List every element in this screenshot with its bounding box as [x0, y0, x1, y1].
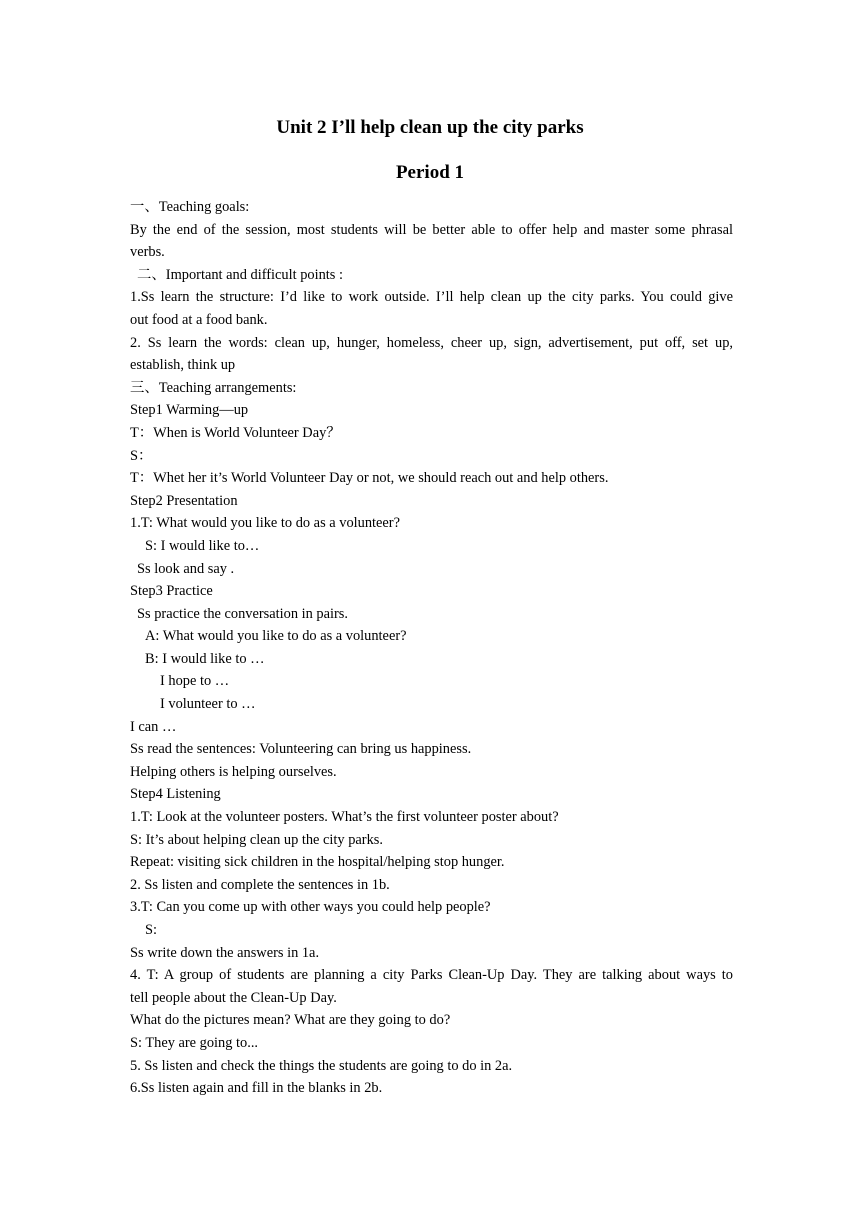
text-line: tell people about the Clean-Up Day.	[130, 989, 337, 1006]
document-title: Unit 2 I’ll help clean up the city parks	[276, 117, 584, 138]
text-line: 1.T: What would you like to do as a volunteer?	[130, 515, 400, 532]
period-heading: Period 1	[395, 162, 465, 183]
text-line: T：When is World Volunteer Day？	[130, 424, 341, 441]
section-heading-goals: 一、Teaching goals:	[130, 199, 250, 215]
section-heading-points: 二、Important and difficult points :	[137, 266, 343, 283]
text-line: What do the pictures mean? What are they going to do?	[130, 1012, 451, 1029]
text-line: 2. Ss learn the words: clean up, hunger, homeless, cheer up, sign, advertisement, put off, set up,	[130, 334, 733, 351]
text-line: out food at a food bank.	[130, 311, 268, 328]
text-line: By the end of the session, most students will be better able to offer help and master some phrasal	[130, 221, 733, 238]
text-line: S: They are going to...	[130, 1034, 259, 1051]
step-heading: Step2 Presentation	[130, 492, 238, 509]
text-line: Ss look and say .	[137, 560, 235, 577]
text-line: T：Whet her it’s World Volunteer Day or not, we should reach out and help others.	[130, 470, 609, 487]
step-heading: Step4 Listening	[130, 786, 221, 803]
step-heading: Step3 Practice	[130, 583, 213, 600]
text-line: I volunteer to …	[160, 696, 256, 713]
text-line: B: I would like to …	[145, 650, 265, 667]
text-line: 1.T: Look at the volunteer posters. What’s the first volunteer poster about?	[130, 809, 559, 826]
text-line: 2. Ss listen and complete the sentences in 1b.	[130, 876, 390, 893]
text-line: A: What would you like to do as a volunteer?	[145, 628, 407, 645]
text-line: I can …	[130, 718, 177, 735]
section-heading-arrangements: 三、Teaching arrangements:	[130, 379, 297, 396]
text-line: Ss practice the conversation in pairs.	[137, 605, 348, 622]
text-line: 4. T: A group of students are planning a city Parks Clean-Up Day. They are talking about ways to	[130, 967, 733, 984]
text-line: establish, think up	[130, 357, 236, 374]
text-line: 3.T: Can you come up with other ways you could help people?	[130, 899, 491, 916]
text-line: Ss write down the answers in 1a.	[130, 944, 320, 961]
text-line: I hope to …	[160, 673, 230, 690]
text-line: Ss read the sentences: Volunteering can bring us happiness.	[130, 741, 472, 758]
text-line: S: I would like to…	[145, 537, 260, 554]
document-body	[130, 196, 733, 1100]
text-line: Repeat: visiting sick children in the hospital/helping stop hunger.	[130, 854, 505, 871]
step-heading: Step1 Warming—up	[130, 402, 249, 419]
text-line: S：	[130, 447, 153, 464]
text-line: S:	[145, 922, 158, 938]
text-line: Helping others is helping ourselves.	[130, 763, 337, 780]
text-line: S: It’s about helping clean up the city parks.	[130, 831, 383, 848]
text-line: 6.Ss listen again and fill in the blanks in 2b.	[130, 1080, 383, 1097]
text-line: verbs.	[130, 244, 165, 261]
text-line: 5. Ss listen and check the things the students are going to do in 2a.	[130, 1057, 513, 1074]
text-line: 1.Ss learn the structure: I’d like to work outside. I’ll help clean up the city parks. You could give	[130, 289, 733, 306]
